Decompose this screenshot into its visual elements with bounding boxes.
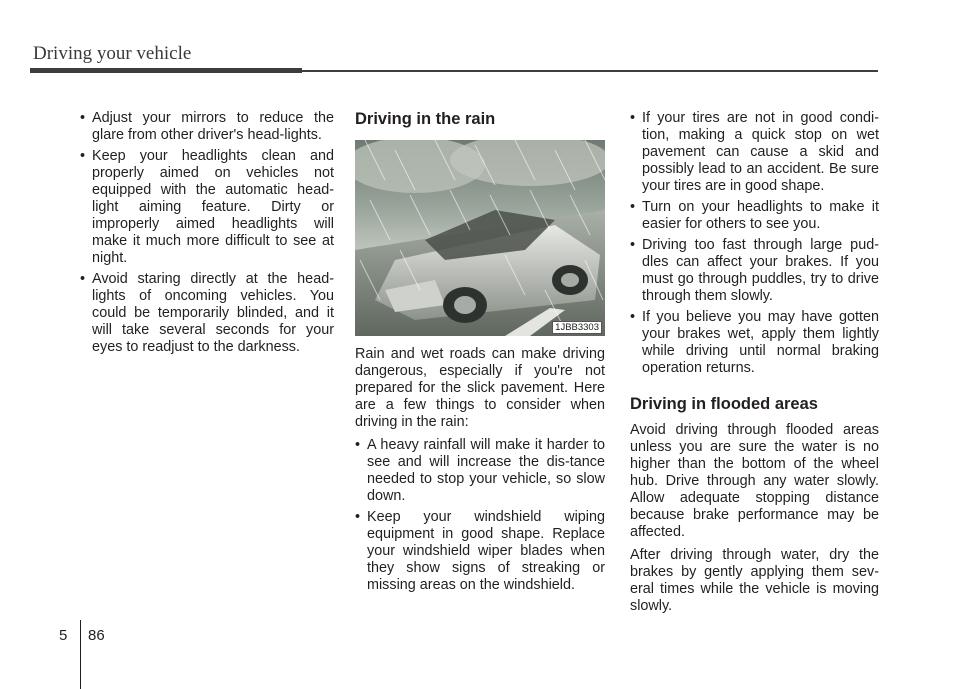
list-item: • A heavy rainfall will make it harder to see and will increase the dis-tance needed to stop your vehicle, so slow down.	[355, 437, 605, 505]
section-heading-flooded: Driving in flooded areas	[630, 395, 818, 413]
list-item: • Driving too fast through large pud-dles can affect your brakes. If you must go through puddles, try to drive through them slowly.	[630, 237, 879, 305]
headlight-tips-list	[80, 110, 334, 356]
column-middle	[355, 110, 605, 598]
wet-road-tips-list	[630, 110, 879, 377]
list-item: • Turn on your headlights to make it easier for others to see you.	[630, 199, 879, 233]
list-item: • Keep your windshield wiping equipment in good shape. Replace your windshield wiper blades when they show signs of streaking or missing areas on the windshield.	[355, 509, 605, 594]
rain-tips-list	[355, 437, 605, 594]
list-item: • Avoid staring directly at the head-lights of oncoming vehicles. You could be temporarily blinded, and it will take several seconds for your eyes to readjust to the darkness.	[80, 271, 334, 356]
image-code-label: 1JBB3303	[552, 321, 602, 334]
rain-car-illustration	[355, 140, 605, 336]
column-right	[630, 110, 879, 621]
page-header-title: Driving your vehicle	[33, 43, 192, 64]
header-rule-thin	[300, 70, 878, 72]
flooded-paragraph-1: Avoid driving through flooded areas unless you are sure the water is no higher than the bottom of the wheel hub. Drive through any water slowly. Allow adequate stopping distance because brake performance may be affected.	[630, 422, 879, 540]
footer-divider	[80, 620, 81, 689]
list-item: • If you believe you may have gotten your brakes wet, apply them lightly while driving until normal braking operation returns.	[630, 309, 879, 377]
column-left	[80, 110, 334, 360]
list-item: • If your tires are not in good condi-tion, making a quick stop on wet pavement can cause a skid and possibly lead to an accident. Be sure your tires are in good shape.	[630, 110, 879, 195]
section-number: 5	[59, 627, 68, 644]
rain-intro-paragraph: Rain and wet roads can make driving dangerous, especially if you're not prepared for the slick pavement. Here are a few things to consider when driving in the rain:	[355, 346, 605, 430]
header-rule-thick	[30, 68, 302, 73]
list-item: • Adjust your mirrors to reduce the glare from other driver's head-lights.	[80, 110, 334, 144]
flooded-paragraph-2: After driving through water, dry the brakes by gently applying them sev-eral times while the vehicle is moving slowly.	[630, 547, 879, 614]
car-in-rain-image	[355, 140, 605, 336]
section-heading-rain: Driving in the rain	[355, 110, 496, 128]
list-item: • Keep your headlights clean and properly aimed on vehicles not equipped with the automatic head-light aiming feature. Dirty or improperly aimed headlights will make it much more difficult to see at night.	[80, 148, 334, 267]
page-number: 86	[88, 627, 105, 644]
